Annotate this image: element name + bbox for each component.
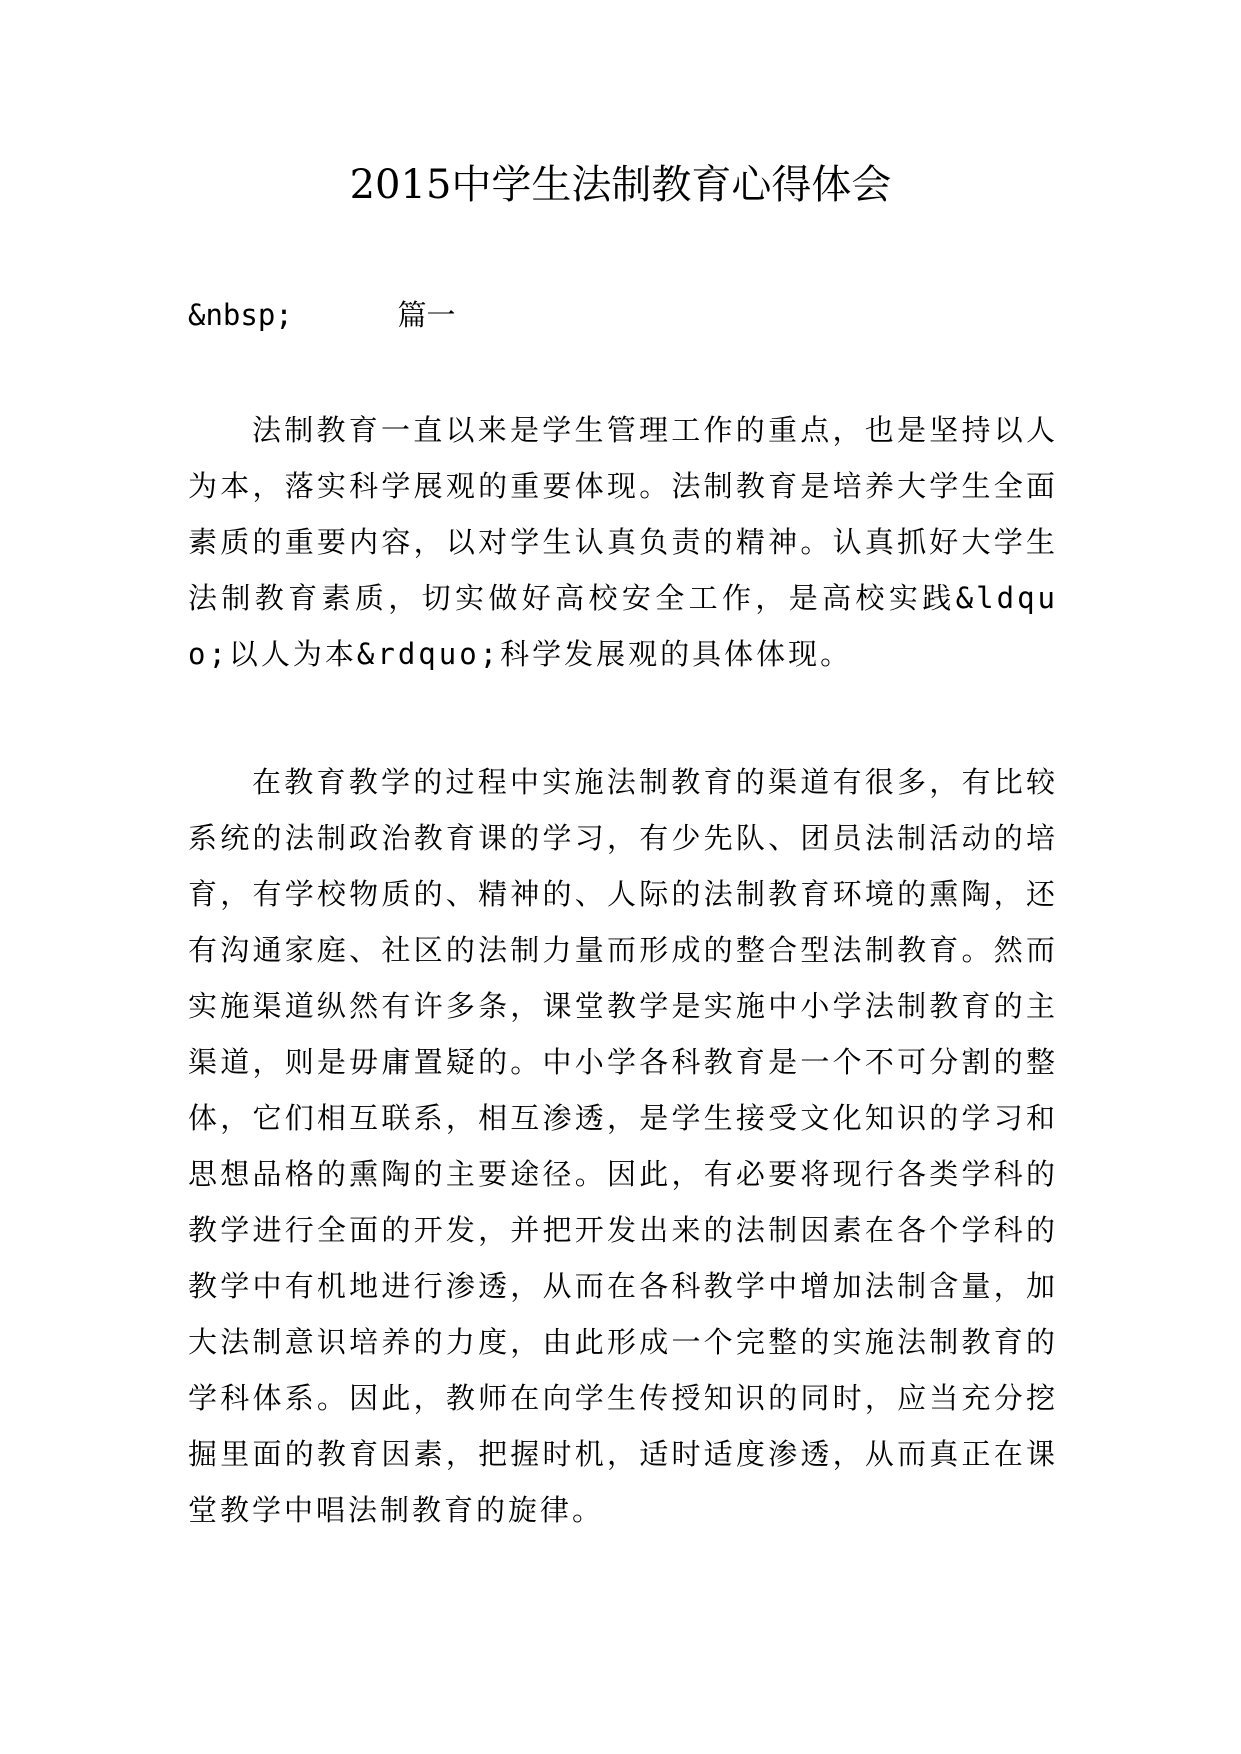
document-title: 2015中学生法制教育心得体会 — [349, 162, 892, 208]
paragraph-2: 在教育教学的过程中实施法制教育的渠道有很多，有比较系统的法制政治教育课的学习，有少先队、团员法制活动的培育，有学校物质的、精神的、人际的法制教育环境的熏陶，还有沟通家庭、社区的法制力量而形成的整合型法制教育。然而实施渠道纵然有许多条，课堂教学是实施中小学法制教育的主渠道，则是毋庸置疑的。中小学各科教育是一个不可分割的整体，它们相互联系，相互渗透，是学生接受文化知识的学习和思想品格的熏陶的主要途径。因此，有必要将现行各类学科的教学进行全面的开发，并把开发出来的法制因素在各个学科的教学中有机地进行渗透，从而在各科教学中增加法制含量，加大法制意识培养的力度，由此形成一个完整的实施法制教育的学科体系。因此，教师在向学生传授知识的同时，应当充分挖掘里面的教育因素，把握时机，适时适度渗透，从而真正在课堂教学中唱法制教育的旋律。 — [188, 765, 1058, 1527]
section-label: &nbsp; 篇一 — [188, 298, 456, 332]
paragraph-1: 法制教育一直以来是学生管理工作的重点，也是坚持以人为本，落实科学展观的重要体现。法制教育是培养大学生全面素质的重要内容，以对学生认真负责的精神。认真抓好大学生法制教育素质，切实做好高校安全工作，是高校实践&ldquo;以人为本&rdquo;科学发展观的具体体现。 — [188, 413, 1058, 671]
